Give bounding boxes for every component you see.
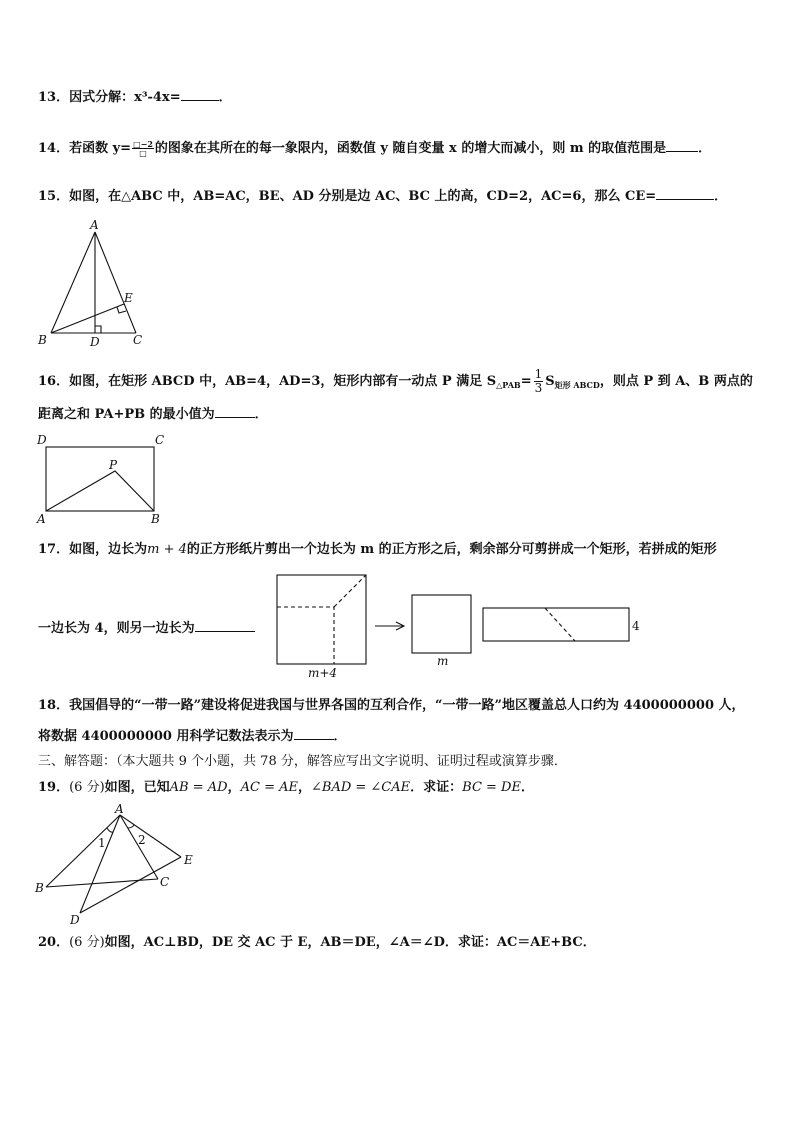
question-text: 我国倡导的“一带一路”建设将促进我国与世界各国的互利合作，“一带一路”地区覆盖总人口约为 4400000000 人， — [69, 698, 745, 713]
question-text: 将数据 4400000000 用科学记数法表示为 — [38, 729, 294, 744]
question-text-pre: 如图，在矩形 ABCD 中，AB=4，AD=3，矩形内部有一动点 P 满足 S — [69, 374, 497, 389]
label-e: E — [124, 291, 133, 305]
segment-ac — [120, 815, 158, 879]
question-text: 一边长为 4，则另一边长为 — [38, 621, 195, 636]
equals: = — [520, 374, 532, 389]
question-number: 20． — [38, 935, 70, 950]
fraction-denominator: 3 — [534, 381, 543, 395]
question-number: 14． — [38, 141, 70, 156]
condition-1: AB = AD — [169, 780, 228, 795]
question-number: 17． — [38, 542, 70, 557]
question-tail: ． — [698, 141, 712, 156]
angle-arc-1 — [107, 828, 113, 832]
question-tail: ． — [520, 780, 534, 795]
question-number: 18． — [38, 698, 70, 713]
label-a: A — [90, 218, 99, 232]
question-text: 如图，AC⊥BD，DE 交 AC 于 E，AB＝DE，∠A＝∠D．求证：AC＝AE+BC． — [104, 935, 596, 950]
fraction-numerator: 1 — [534, 367, 543, 381]
label-a: A — [37, 512, 46, 526]
question-text-post: ，则点 P 到 A、B 两点的 — [599, 374, 753, 389]
question-number: 19． — [38, 780, 70, 795]
label-angle-2: 2 — [138, 833, 146, 847]
question-text: 距离之和 PA+PB 的最小值为 — [38, 407, 215, 422]
question-tail: ． — [333, 729, 347, 744]
question-score: (6 分) — [69, 935, 105, 950]
question-number: 15． — [38, 189, 70, 204]
question-text: 因式分解：x³-4x= — [69, 90, 181, 105]
expression-m-plus-4: m + 4 — [147, 542, 187, 557]
prove-text: ．求证： — [410, 780, 463, 795]
area-symbol: S — [545, 374, 555, 389]
question-text-pre: 如图，边长为 — [69, 542, 148, 557]
label-m-plus-4: m+4 — [308, 666, 338, 680]
segment-bc — [46, 879, 158, 887]
label-4: 4 — [632, 619, 640, 633]
question-score: (6 分) — [69, 780, 105, 795]
angle-arc-2 — [128, 825, 134, 828]
question-text-post: 的正方形纸片剪出一个边长为 m 的正方形之后，剩余部分可剪拼成一个矩形，若拼成的矩形 — [186, 542, 717, 557]
question-text-pre: 如图，已知 — [104, 780, 170, 795]
label-m: m — [437, 654, 449, 668]
label-a: A — [115, 802, 124, 816]
label-b: B — [151, 512, 160, 526]
question-20 — [38, 934, 596, 952]
question-tail: ． — [218, 90, 232, 105]
label-e: E — [184, 853, 193, 867]
question-text-pre: 若函数 y= — [69, 141, 132, 156]
condition-3: ∠BAD = ∠CAE — [311, 780, 411, 795]
question-number: 16． — [38, 374, 70, 389]
label-c: C — [160, 875, 170, 889]
condition-2: AC = AE — [240, 780, 298, 795]
label-b: B — [35, 881, 44, 895]
label-p: P — [109, 458, 118, 472]
segment-ad — [80, 815, 120, 913]
question-text: 如图，在△ABC 中，AB=AC，BE、AD 分别是边 AC、BC 上的高，CD=2，AC=6，那么 CE= — [69, 189, 657, 204]
segment-ae — [120, 815, 181, 857]
question-tail: ． — [714, 189, 728, 204]
fraction-denominator: □ — [139, 148, 147, 158]
section-text: 三、解答题：（本大题共 9 个小题，共 78 分，解答应写出文字说明、证明过程或演算步骤． — [38, 754, 567, 769]
subscript-rect: 矩形 ABCD — [554, 380, 600, 390]
question-tail: ． — [254, 407, 268, 422]
fraction-numerator: □−2 — [133, 139, 153, 149]
label-d: D — [90, 335, 100, 349]
label-angle-1: 1 — [98, 836, 106, 850]
label-c: C — [155, 433, 165, 447]
label-d: D — [70, 913, 80, 927]
separator: ， — [227, 780, 241, 795]
label-c: C — [133, 333, 143, 347]
label-d: D — [37, 433, 47, 447]
goal: BC = DE — [462, 780, 521, 795]
segment-ab — [46, 815, 120, 887]
question-text-post: 的图象在其所在的每一象限内，函数值 y 随自变量 x 的增大而减小，则 m 的取值范围是 — [154, 141, 667, 156]
subscript-pab: △PAB — [496, 380, 521, 390]
separator: ， — [297, 780, 311, 795]
label-b: B — [38, 333, 47, 347]
question-number: 13． — [38, 90, 70, 105]
